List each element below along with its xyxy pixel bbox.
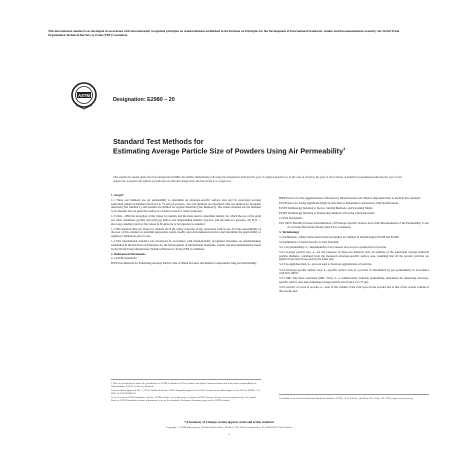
page-number: 1 [228,432,230,436]
paragraph-3-1: 3.1 Definitions—Many terms used in this test method are defined in Terminologies E1638 and E2589. [279,234,400,239]
paragraph-3-2-3: 3.2.3 de-agglomeration, n—process used to break up agglomerates of particles. [279,262,373,267]
paragraph-1-3: 1.3 This standard does not purport to address all of the safety concerns, if any, associated with its use. It is the responsibility of the user of this standard to establish appropriate safety, health, and environmental practices and determine the applicability of regulatory limitations prior to use. [111,226,261,239]
reference-e29[interactable]: E29 Practice for Using Significant Digits in Test Data to Determine Conformance with Specifications [279,201,399,206]
designation: Designation: E2980 – 20 [113,97,175,103]
header-notice: This international standard was developed in accordance with internationally recognized principles on standardization established in the Decision on Principles for the Development of International Standards, Guides and Recommendations issued by the World Trade Organization Technical Barriers to Trade (TBT) Committee. [48,29,400,37]
copyright-line: Copyright © ASTM International, 100 Barr Harbor Drive, PO Box C700, West Conshohocken, PA 19428-2959. United States [166,426,292,429]
paragraph-3-2-4: 3.2.4 envelope-specific surface area, n—specific surface area of a powder as determined by gas permeametry in accordance with ISO 10070. [279,267,429,276]
iso-document-heading: 2.2 ISO Document:³ [279,216,303,221]
paragraph-3-2-2: 3.2.2 average particle size, n—for the purposes of these test methods only, an estimate of the equivalent average spherical particle diameter, calculated from the measured envelope-specific surface area, assuming that all the powder particles are spherical and that all are exactly the same size. [279,249,429,262]
standard-line: Standard Test Methods for [113,137,204,146]
right-column [279,197,429,295]
paragraph-2-1: 2.1 ASTM Standards:² [111,256,138,261]
title-footnote-mark[interactable]: 1 [343,146,346,151]
paragraph-3-2: 3.2 Definitions of Terms Specific to This Standard: [279,239,340,244]
reference-b330[interactable]: B330 Test Methods for Estimating Average Particle Size of Metal Powders and Related Compounds Using Air Permeability [111,261,257,266]
title-text: Estimating Average Particle Size of Powders Using Air Permeability [113,146,344,156]
paragraph-3-2-5: 3.2.5 MIC Sub-Sieve AutoSizer (MIC SAS), n—a commercially available permeability instrument for measuring envelope-specific surface area and estimating average particle size from 0.2 to 75 µm. [279,276,429,285]
footnote-1: ¹ These test methods are under the jurisdiction of ASTM Committee E29 on Particle and Spray Characterization and is the direct responsibility of Subcommittee E29.01 on Sieves, Methods. [111,382,257,389]
footnote-3: ³ Available from American National Standards Institute (ANSI), 25 W. 43rd St., 4th Floor, New York, NY 10036, http://www.ansi.org. [279,397,413,400]
reference-iso-10070[interactable]: ISO 10070 Metallic Powders Determination of Envelope-Specific Surface Area from Measurements of the Permeability to Air of a Powder Bed Under Steady-State Flow Conditions [279,221,429,229]
footnotes-left [111,379,261,403]
intro-note: This standard is issued under the fixed designation E2980; the number immediately following the designation indicates the year of original adoption or, in the case of revision, the year of last revision. A number in parentheses indicates the year of last reapproval. A superscript epsilon (ε) indicates an editorial change since the last revision or reapproval. [113,175,402,183]
paragraph-1-1: 1.1 These test methods use air permeability to determine an envelope-specific surface area and its associated average equivalent spherical diameter (from 0.2 to 75 µm) of powders. Two test methods are described: One test method for inorganic materials (Test Method 1), and another test method for organic materials (Test Method 2). The values obtained are not intended to be absolute but are generally useful on a relative basis for control purposes. [111,197,261,213]
page-title [113,145,383,156]
left-column [111,193,261,268]
scope-heading: 1. Scope* [111,193,124,197]
footnote-1-edition: Current edition approved Oct. 1, 2020. Published October 2020. Originally approved in 2014. Last previous edition approved in 2014 as E2980 – 14. DOI: 10.1520/E2980-20. [111,389,261,396]
paragraph-3-2-1: 3.2.1 air permeability, n—measurement of air pressure drop across a packed bed of powder. [279,244,387,249]
paragraph-1-4: 1.4 This international standard was developed in accordance with internationally recognized principles on standardization established in the Decision on Principles for the Development of International Standards, Guides and Recommendations issued by the World Trade Organization Technical Barriers to Trade (TBT) Committee. [111,239,261,251]
terminology-heading: 3. Terminology [279,230,300,235]
svg-text:ASTM: ASTM [78,93,90,98]
astm-logo-icon [70,81,98,111]
paragraph-1-2: 1.2 Units—With the exception of the values for density and the mass used to determine density, for which the use of the gram per cubic centimeter (g/cm³) and gram (g) units is the longstanding industry practice; and the units for pressure, cm H₂O — also long-standing practice; the values in SI units are to be regarded as standard. [111,214,261,226]
reference-b859[interactable]: B859 Practice for De-Agglomeration of Refractory Metal Powders and Their Compounds Prior to Particle Size Analysis [279,196,421,200]
footnotes-right [279,394,429,400]
footnote-2: ² For referenced ASTM standards, visit the ASTM website, www.astm.org, or contact ASTM Customer Service at service@astm.org. For Annual Book of ASTM Standards volume information, refer to the standard's Document Summary page on the ASTM website. [111,396,256,403]
referenced-documents-heading: 2. Referenced Documents [111,251,146,256]
reference-e1638[interactable]: E1638 Terminology Relating to Sieves, Sieving Methods, and Screening Media [279,206,373,211]
paragraph-3-2-6: 3.2.6 porosity of a bed of powder, n—ratio of the volume of the void space in the powder bed to that of the overall volume of the powder bed. [279,285,429,293]
summary-of-changes-note: *A Summary of Changes section appears at the end of this standard [184,420,274,424]
reference-e2589[interactable]: E2589 Terminology Relating to Nonsieving Methods of Powder Characterization [279,211,375,216]
